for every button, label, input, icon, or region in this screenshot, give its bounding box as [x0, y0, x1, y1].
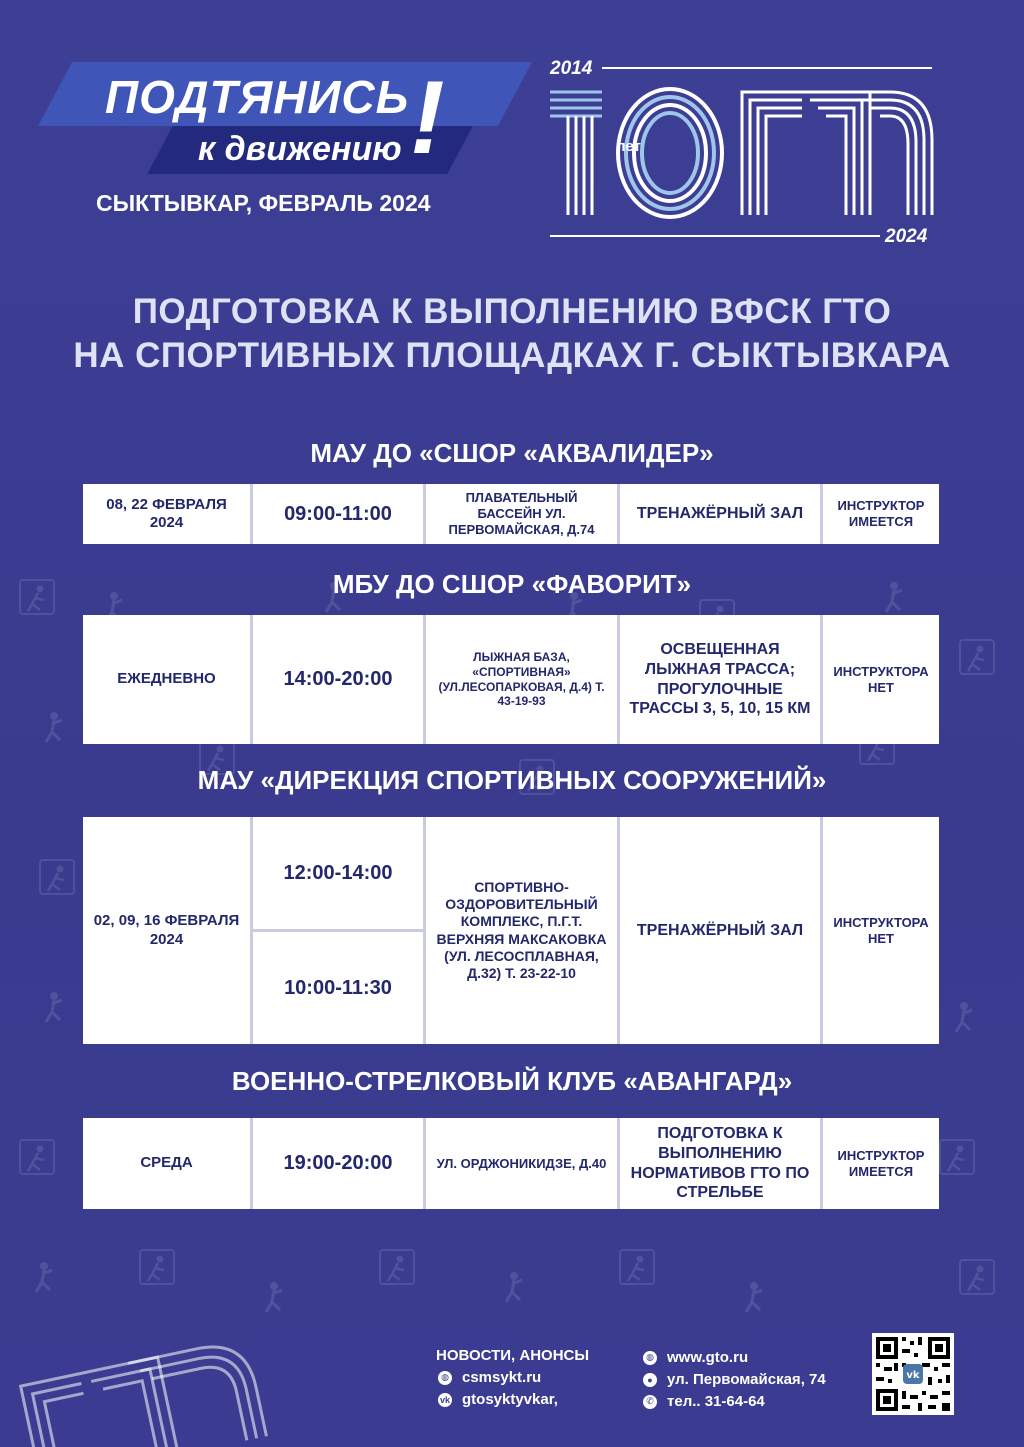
time-cell: 09:00-11:00 — [253, 484, 426, 544]
time-cell-split — [253, 817, 426, 1044]
place-cell: УЛ. ОРДЖОНИКИДЗЕ, Д.40 — [426, 1118, 620, 1209]
date-cell: 02, 09, 16 ФЕВРАЛЯ 2024 — [83, 817, 253, 1044]
phone-text: тел.. 31-64-64 — [667, 1393, 765, 1410]
page-title — [0, 290, 1024, 378]
slogan-exclamation: ! — [410, 60, 445, 176]
vk-link-text: gtosyktyvkar, — [462, 1391, 558, 1408]
globe-icon: ◍ — [643, 1351, 657, 1365]
schedule-row-favorit — [83, 615, 939, 744]
date-cell: ЕЖЕДНЕВНО — [83, 615, 253, 744]
schedule-row-direction — [83, 817, 939, 1044]
city-date: СЫКТЫВКАР, ФЕВРАЛЬ 2024 — [96, 190, 431, 216]
phone — [643, 1393, 765, 1410]
date-cell: СРЕДА — [83, 1118, 253, 1209]
site-link-csmsykt[interactable] — [438, 1369, 541, 1386]
gto-outline-logo — [0, 1280, 290, 1447]
vk-icon: vk — [439, 1394, 450, 1405]
org-title-akvalider: МАУ ДО «СШОР «АКВАЛИДЕР» — [310, 438, 714, 468]
title-line-2: НА СПОРТИВНЫХ ПЛОЩАДКАХ Г. СЫКТЫВКАРА — [73, 336, 951, 375]
date-cell: 08, 22 ФЕВРАЛЯ 2024 — [83, 484, 253, 544]
address — [643, 1371, 826, 1388]
instructor-cell: ИНСТРУКТОРА НЕТ — [823, 817, 939, 1044]
time-cell: 19:00-20:00 — [253, 1118, 426, 1209]
facility-cell: ТРЕНАЖЁРНЫЙ ЗАЛ — [620, 484, 823, 544]
logo-let-label: лет — [616, 138, 641, 155]
org-title-favorit: МБУ ДО СШОР «ФАВОРИТ» — [332, 569, 692, 599]
place-cell: ПЛАВАТЕЛЬНЫЙ БАССЕЙН УЛ. ПЕРВОМАЙСКАЯ, Д.74 — [426, 484, 620, 544]
vk-link[interactable] — [438, 1391, 558, 1408]
site-link-text: csmsykt.ru — [462, 1369, 542, 1386]
schedule-row-akvalider — [83, 484, 939, 544]
gto-10-years-logo — [540, 50, 940, 250]
facility-cell: ТРЕНАЖЁРНЫЙ ЗАЛ — [620, 817, 823, 1044]
title-line-1: ПОДГОТОВКА К ВЫПОЛНЕНИЮ ВФСК ГТО — [132, 292, 892, 331]
facility-cell: ПОДГОТОВКА К ВЫПОЛНЕНИЮ НОРМАТИВОВ ГТО ПО СТРЕЛЬБЕ — [620, 1118, 823, 1209]
instructor-cell: ИНСТРУКТОРА НЕТ — [823, 615, 939, 744]
phone-icon: ✆ — [643, 1395, 657, 1409]
qr-code[interactable] — [872, 1333, 954, 1415]
site-link-text: www.gto.ru — [667, 1349, 749, 1366]
instructor-cell: ИНСТРУКТОР ИМЕЕТСЯ — [823, 1118, 939, 1209]
facility-cell: ОСВЕЩЕННАЯ ЛЫЖНАЯ ТРАССА; ПРОГУЛОЧНЫЕ ТРАССЫ 3, 5, 10, 15 КМ — [620, 615, 823, 744]
time-slot-2: 10:00-11:30 — [284, 976, 392, 999]
logo-year-start: 2014 — [550, 58, 593, 79]
globe-icon: ◍ — [438, 1371, 452, 1385]
svg-text:vk: vk — [906, 1370, 920, 1381]
address-text: ул. Первомайская, 74 — [667, 1371, 826, 1388]
schedule-row-avangard — [83, 1118, 939, 1209]
org-title-direction: МАУ «ДИРЕКЦИЯ СПОРТИВНЫХ СООРУЖЕНИЙ» — [197, 765, 827, 795]
instructor-cell: ИНСТРУКТОР ИМЕЕТСЯ — [823, 484, 939, 544]
slogan-main: ПОДТЯНИСЬ — [105, 71, 410, 123]
location-pin-icon: ● — [643, 1373, 657, 1387]
place-cell: СПОРТИВНО-ОЗДОРОВИТЕЛЬНЫЙ КОМПЛЕКС, П.Г.Т. ВЕРХНЯЯ МАКСАКОВКА (УЛ. ЛЕСОСПЛАВНАЯ, Д.32) Т. 23-22-10 — [426, 817, 620, 1044]
org-title-avangard: ВОЕННО-СТРЕЛКОВЫЙ КЛУБ «АВАНГАРД» — [231, 1066, 793, 1096]
site-link-gto[interactable] — [643, 1349, 748, 1366]
time-cell: 14:00-20:00 — [253, 615, 426, 744]
news-heading: НОВОСТИ, АНОНСЫ — [436, 1347, 590, 1364]
place-cell: ЛЫЖНАЯ БАЗА, «СПОРТИВНАЯ» (УЛ.ЛЕСОПАРКОВАЯ, Д.4) Т. 43-19-93 — [426, 615, 620, 744]
slogan-sub: к движению — [198, 130, 402, 168]
time-slot-1: 12:00-14:00 — [253, 817, 423, 932]
logo-year-end: 2024 — [885, 226, 928, 247]
